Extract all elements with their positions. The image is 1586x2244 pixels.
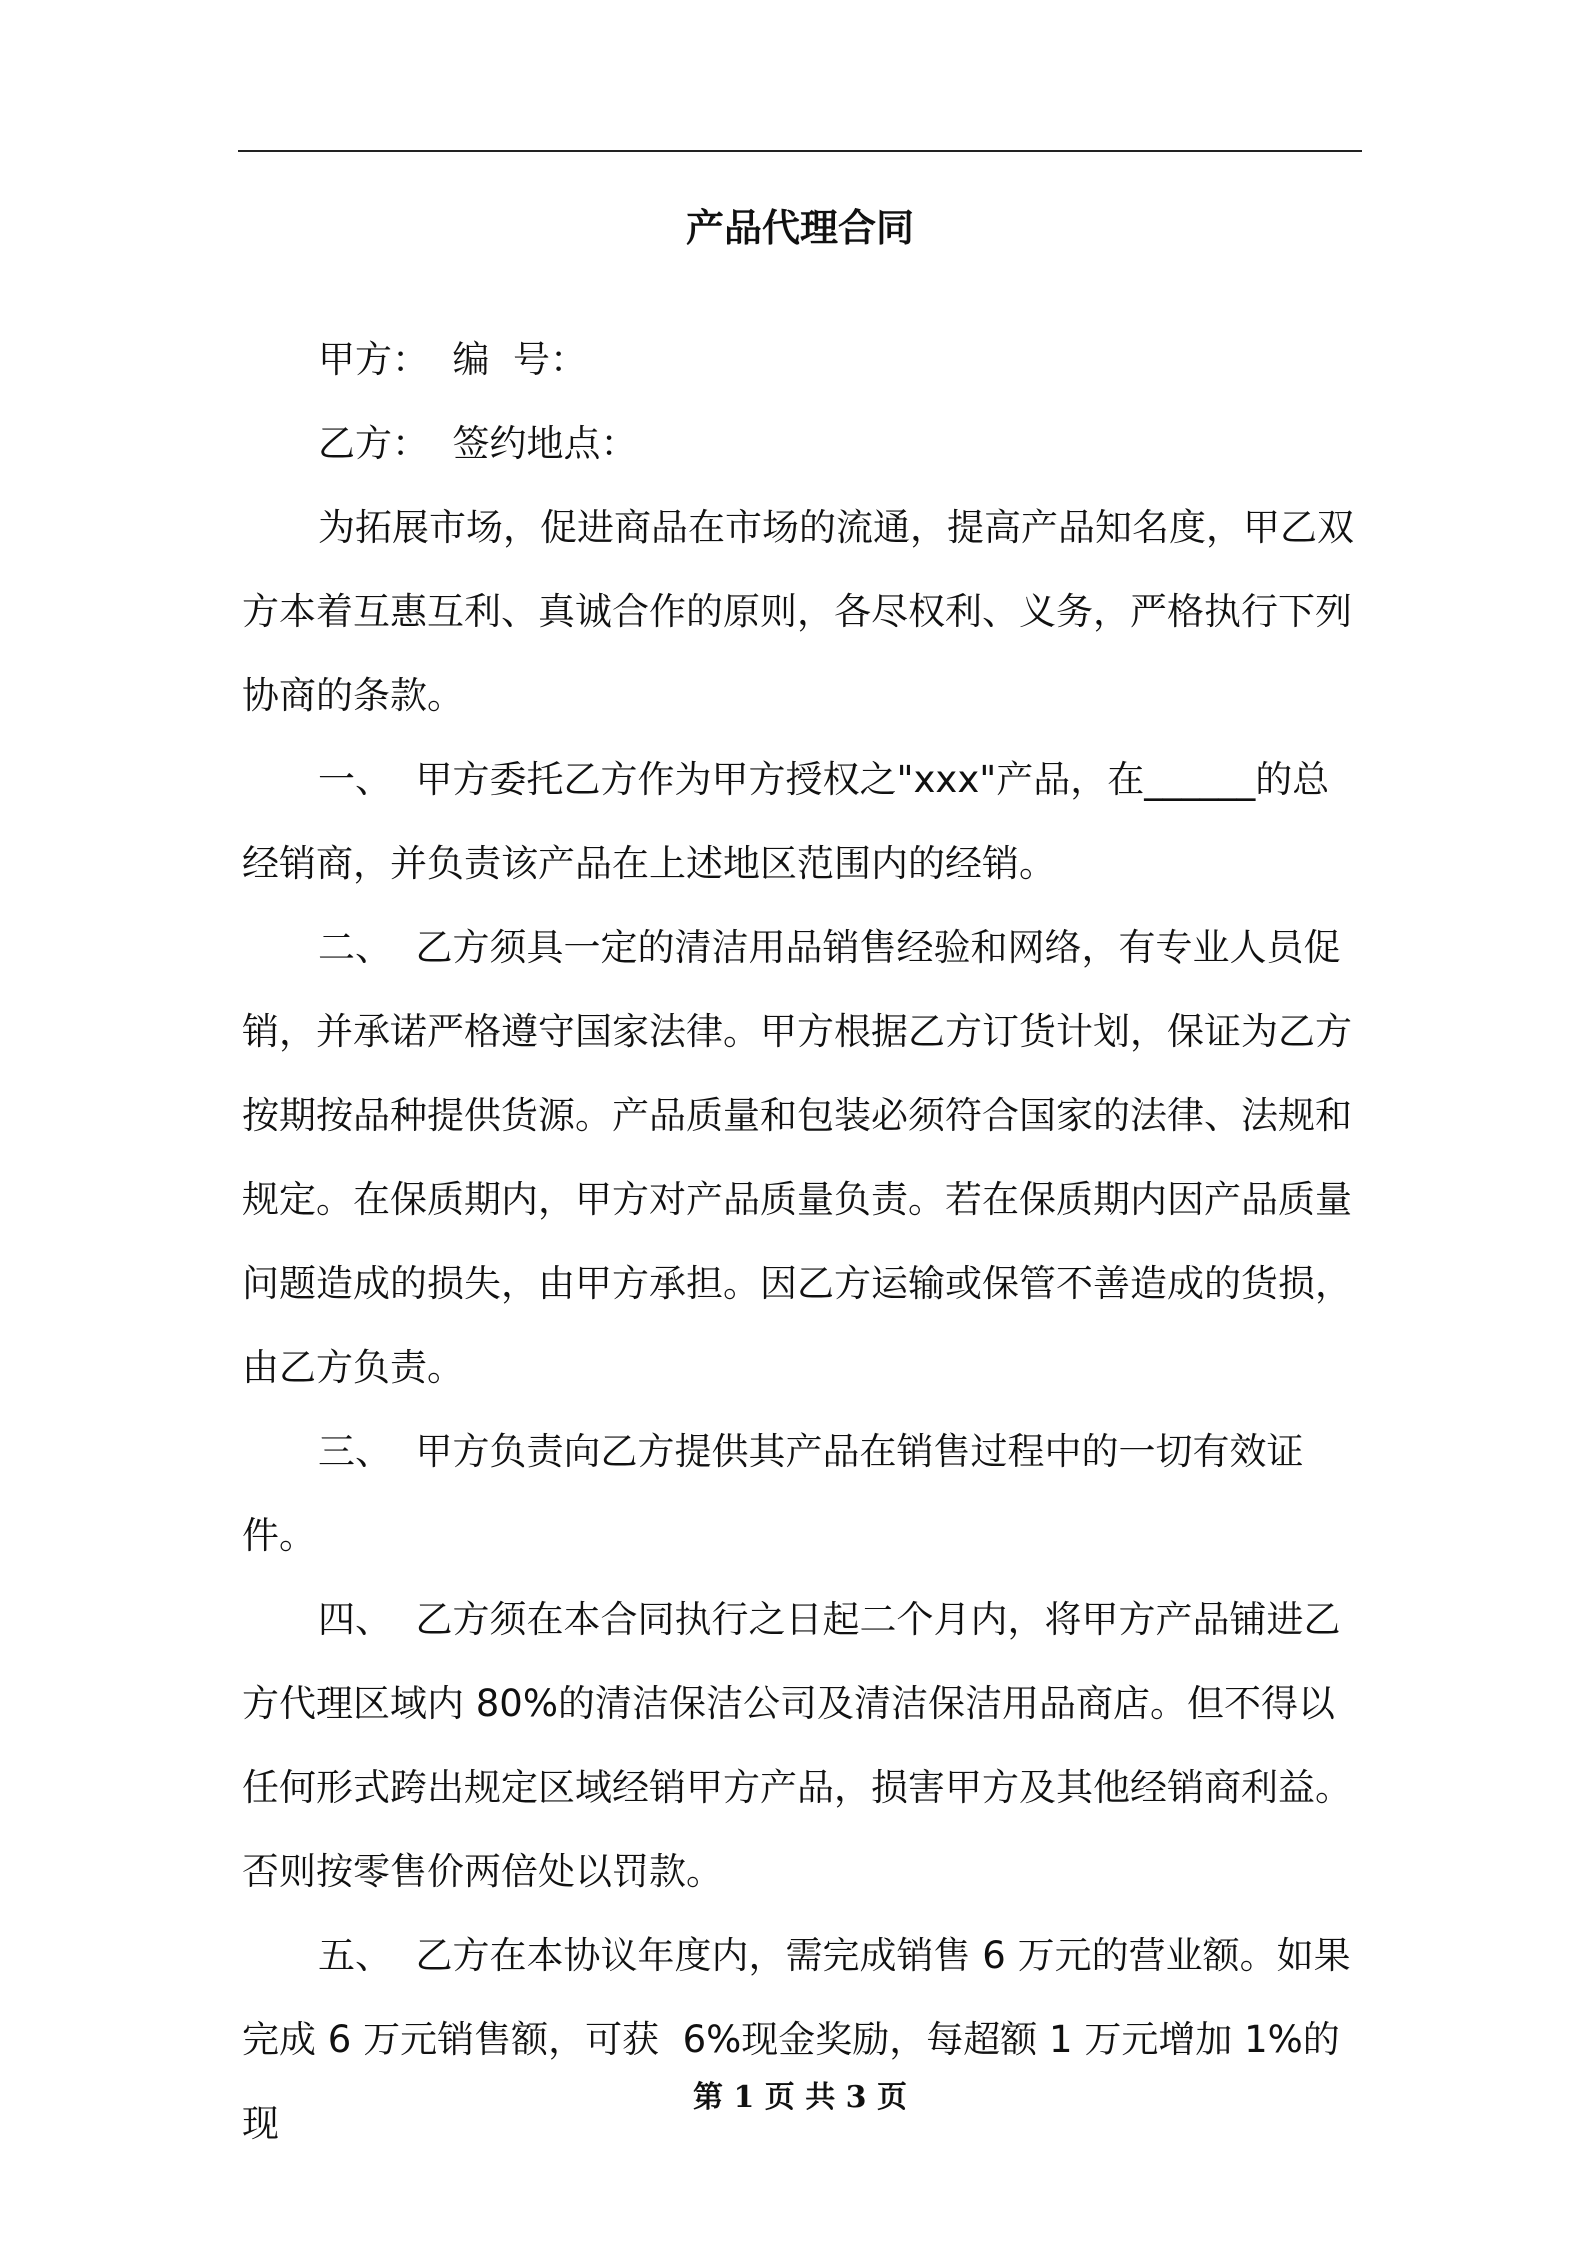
page-indicator: 第 1 页 共 3 页 [693, 2080, 907, 2115]
party-a-line: 甲方： 编 号： [318, 338, 588, 381]
document-title: 产品代理合同 [685, 206, 914, 250]
contract-body [242, 318, 1366, 2166]
clause-5: 五、 乙方在本协议年度内，需完成销售 6 万元的营业额。如果完成 6 万元销售额，可获 6%现金奖励，每超额 1 万元增加 1%的现 [242, 1934, 1351, 2145]
party-b-line: 乙方： 签约地点： [318, 422, 638, 465]
clause-2: 二、 乙方须具一定的清洁用品销售经验和网络，有专业人员促销，并承诺严格遵守国家法律。甲方根据乙方订货计划，保证为乙方按期按品种提供货源。产品质量和包装必须符合国家的法律、法规和规定。在保质期内，甲方对产品质量负责。若在保质期内因产品质量问题造成的损失，由甲方承担。因乙方运输或保管不善造成的货损，由乙方负责。 [242, 926, 1352, 1389]
clause-3: 三、 甲方负责向乙方提供其产品在销售过程中的一切有效证件。 [242, 1430, 1304, 1557]
clause-1: 一、 甲方委托乙方作为甲方授权之"xxx"产品，在______的总经销商，并负责该产品在上述地区范围内的经销。 [242, 758, 1330, 885]
intro-paragraph: 为拓展市场，促进商品在市场的流通，提高产品知名度，甲乙双方本着互惠互利、真诚合作的原则，各尽权利、义务，严格执行下列协商的条款。 [242, 506, 1354, 717]
header-rule [238, 150, 1362, 152]
clause-4: 四、 乙方须在本合同执行之日起二个月内，将甲方产品铺进乙方代理区域内 80%的清洁保洁公司及清洁保洁用品商店。但不得以任何形式跨出规定区域经销甲方产品，损害甲方及其他经销商利益。否则按零售价两倍处以罚款。 [242, 1598, 1352, 1893]
